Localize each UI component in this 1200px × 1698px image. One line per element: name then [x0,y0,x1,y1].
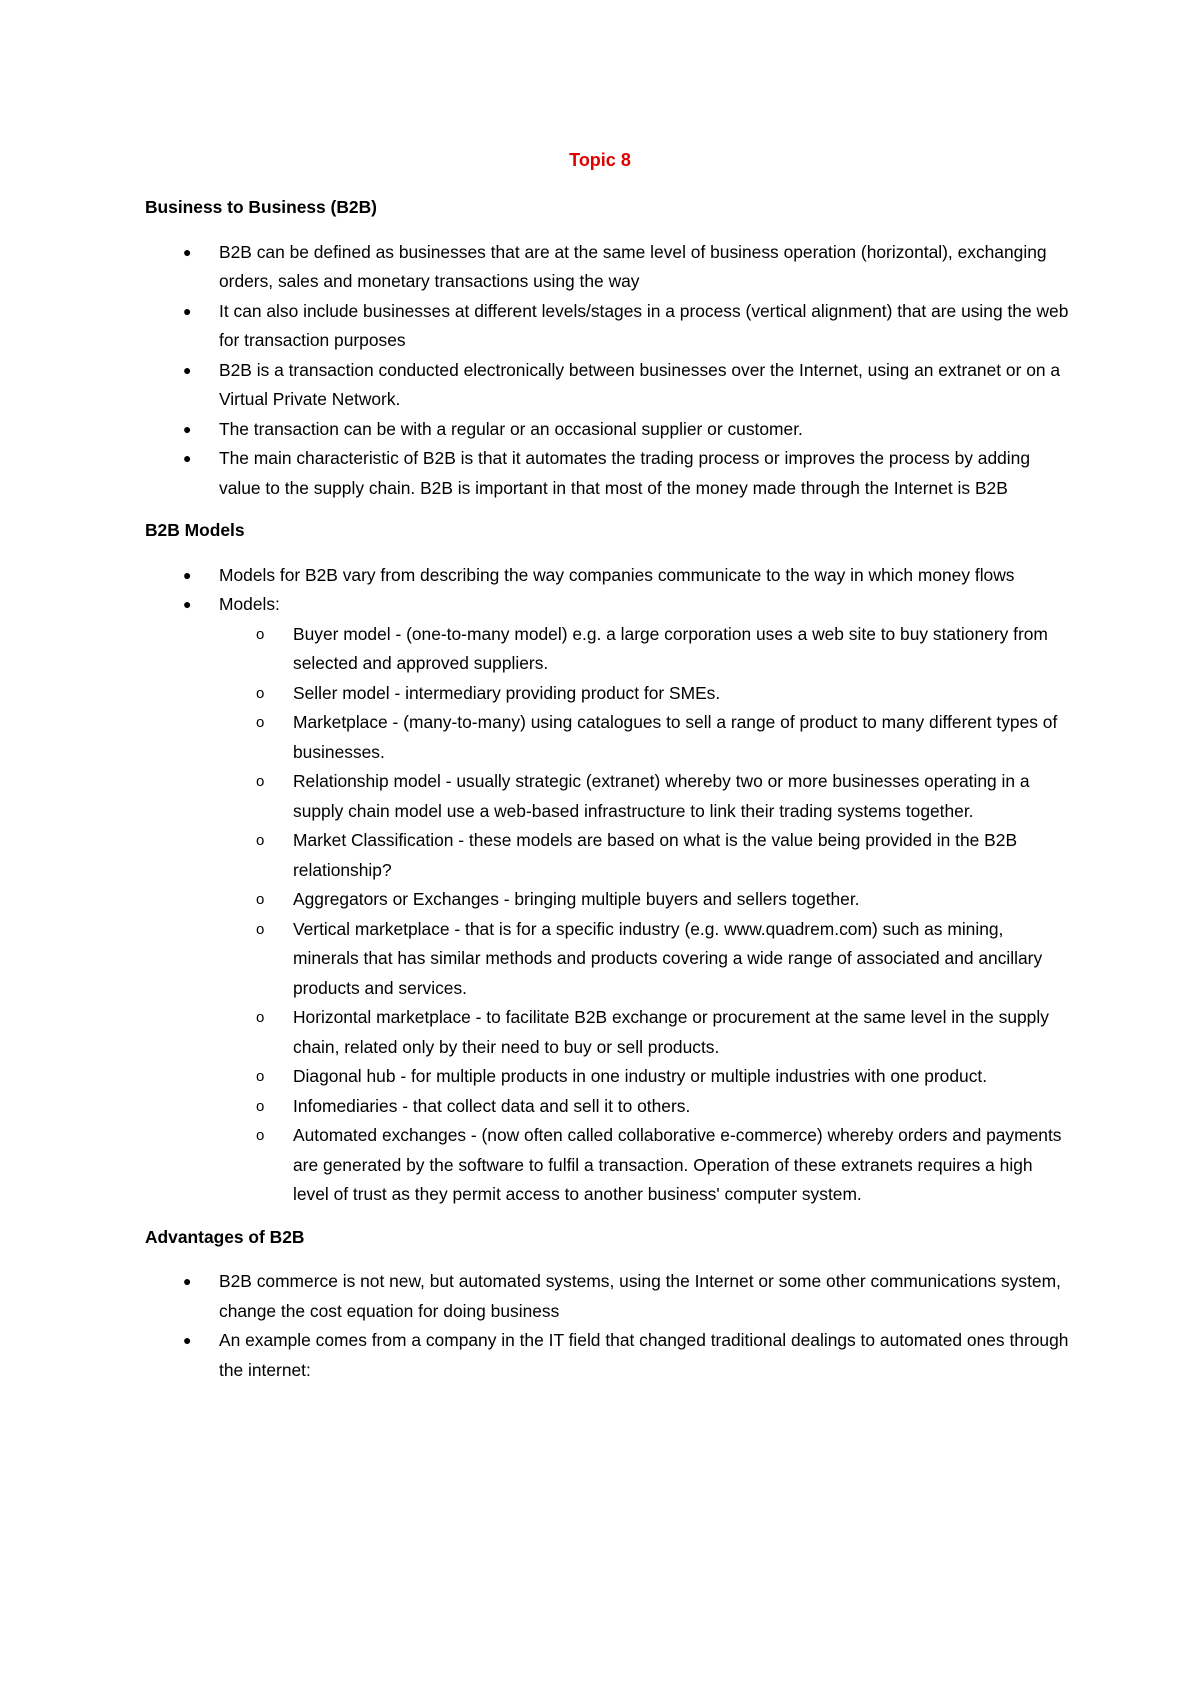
sub-list-item [219,767,1070,826]
list-item [145,1267,1070,1326]
list-item [145,238,1070,297]
page-title: Topic 8 [569,150,631,170]
circle-bullet-icon: o [256,1009,265,1026]
sub-list-item [219,885,1070,915]
section-b2b-models [145,516,1070,1210]
circle-bullet-icon: o [256,714,265,731]
sub-list-item-text: Relationship model - usually strategic (extranet) whereby two or more businesses operating in a supply chain model use a web-based infrastructure to link their trading systems together. [293,771,1030,821]
list-item-text: Models: [219,594,280,614]
sub-list-item-text: Diagonal hub - for multiple products in one industry or multiple industries with one product. [293,1066,988,1086]
bullet-icon: ● [183,1332,192,1348]
bullet-icon: ● [183,361,192,378]
circle-bullet-icon: o [256,1127,265,1144]
sub-list-item [219,620,1070,679]
list-item [145,444,1070,503]
section-b2b-definition [145,193,1070,503]
section-heading: Advantages of B2B [145,1226,305,1247]
section-heading: B2B Models [145,520,245,540]
list-item-text: Models for B2B vary from describing the way companies communicate to the way in which money flows [219,564,1015,585]
circle-bullet-icon: o [256,1068,265,1085]
list-item-text: It can also include businesses at different levels/stages in a process (vertical alignment) that are using the web for transaction purposes [219,300,1069,350]
sub-list-item-text: Horizontal marketplace - to facilitate B2B exchange or procurement at the same level in the supply chain, related only by their need to buy or sell products. [293,1007,1049,1057]
circle-bullet-icon: o [256,832,265,849]
list-item-text: B2B can be defined as businesses that are at the same level of business operation (horizontal), exchanging orders, sales and monetary transactions using the way [219,241,1047,291]
circle-bullet-icon: o [256,891,265,908]
sub-list-item [219,1092,1070,1122]
sub-list-item [219,826,1070,885]
sub-list-item [219,1121,1070,1210]
sub-list [219,620,1070,1210]
bullet-icon: ● [183,420,192,437]
sub-list-item-text: Vertical marketplace - that is for a specific industry (e.g. www.quadrem.com) such as mining, minerals that has similar methods and products covering a wide range of associated and ancillary products and services. [293,918,1043,998]
sub-list-item [219,1062,1070,1092]
sub-list-item-text: Market Classification - these models are based on what is the value being provided in the B2B relationship? [293,830,1018,880]
bullet-icon: ● [183,566,192,583]
bullet-icon: ● [183,243,192,260]
list-item-text: The transaction can be with a regular or an occasional supplier or customer. [219,418,803,439]
circle-bullet-icon: o [256,625,265,643]
bullet-list [145,561,1070,1210]
document-content [145,193,1070,1398]
sub-list-item [219,708,1070,767]
sub-list-item-text: Aggregators or Exchanges - bringing multiple buyers and sellers together. [293,889,860,909]
list-item-text: B2B commerce is not new, but automated systems, using the Internet or some other communications system, change the cost equation for doing business [219,1271,1061,1321]
circle-bullet-icon: o [256,920,265,938]
bullet-icon: ● [183,450,192,466]
sub-list-item-text: Infomediaries - that collect data and sell it to others. [293,1095,691,1116]
circle-bullet-icon: o [256,684,265,702]
sub-list-item-text: Buyer model - (one-to-many model) e.g. a large corporation uses a web site to buy stationery from selected and approved suppliers. [293,623,1048,673]
sub-list-item [219,679,1070,709]
sub-list-item-text: Automated exchanges - (now often called collaborative e-commerce) whereby orders and payments are generated by the software to fulfil a transaction. Operation of these extranets requires a high level of trust as they permit access to another business' computer system. [293,1125,1062,1204]
list-item-text: B2B is a transaction conducted electronically between businesses over the Internet, using an extranet or on a Virtual Private Network. [219,359,1061,409]
sub-list-item [219,1003,1070,1062]
bullet-icon: ● [183,302,192,319]
list-item [145,590,1070,1210]
bullet-icon: ● [183,1273,192,1289]
list-item [145,1326,1070,1385]
section-b2b-advantages [145,1223,1070,1386]
circle-bullet-icon: o [256,1097,265,1115]
list-item [145,356,1070,415]
list-item [145,415,1070,445]
bullet-list [145,238,1070,504]
bullet-list [145,1267,1070,1385]
list-item [145,561,1070,591]
circle-bullet-icon: o [256,773,265,790]
sub-list-item-text: Seller model - intermediary providing product for SMEs. [293,682,721,703]
sub-list-item [219,915,1070,1004]
sub-list-item-text: Marketplace - (many-to-many) using catalogues to sell a range of product to many different types of businesses. [293,712,1058,762]
section-heading: Business to Business (B2B) [145,197,377,217]
bullet-icon: ● [183,596,192,612]
list-item [145,297,1070,356]
list-item-text: An example comes from a company in the IT field that changed traditional dealings to automated ones through the internet: [219,1330,1069,1380]
list-item-text: The main characteristic of B2B is that it automates the trading process or improves the process by adding value to the supply chain. B2B is important in that most of the money made through the Internet is B2B [219,448,1030,498]
